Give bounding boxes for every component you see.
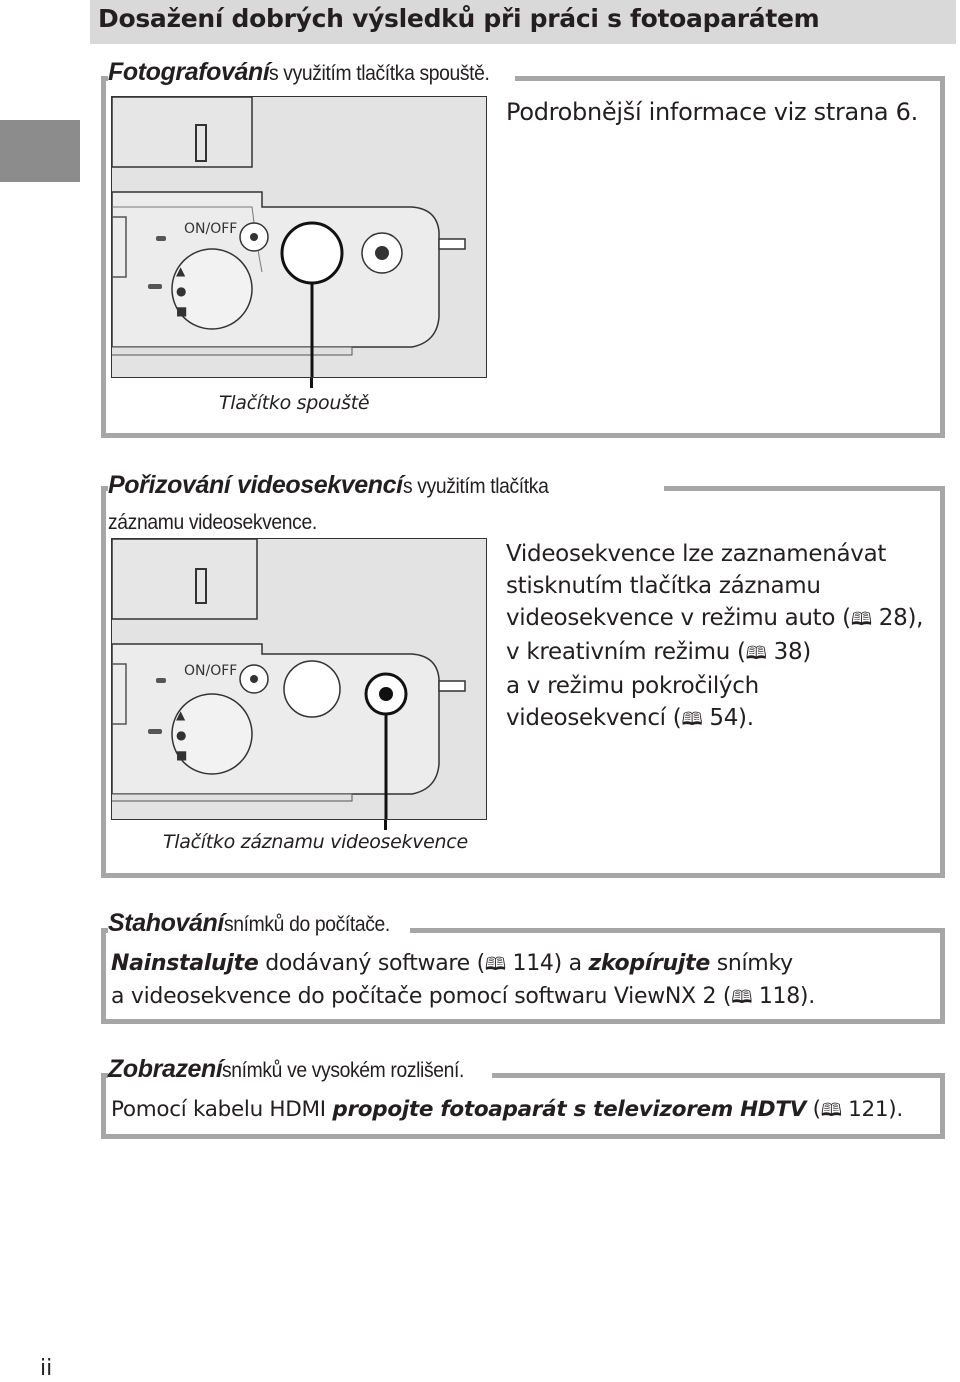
movies-heading-em: Pořizování videosekvencí xyxy=(108,471,403,499)
page-number: ii xyxy=(40,1356,53,1381)
book-icon: 🕮 xyxy=(731,987,753,1008)
shooting-heading-rest: s využitím tlačítka spouště. xyxy=(269,62,491,85)
svg-text:ON/OFF: ON/OFF xyxy=(184,663,238,679)
download-mid: dodávaný software ( xyxy=(258,951,485,976)
download-em-install: Nainstalujte xyxy=(111,951,259,976)
camera-illustration-shutter xyxy=(111,96,487,378)
download-end: snímky xyxy=(710,951,793,976)
shooting-heading-em: Fotografování xyxy=(108,58,270,86)
svg-text:■: ■ xyxy=(176,304,188,318)
svg-text:▲: ▲ xyxy=(176,708,186,722)
svg-text:■: ■ xyxy=(176,748,188,762)
download-heading xyxy=(108,909,410,938)
camera-top-view-2 xyxy=(112,539,487,820)
download-ref-114: 114) a xyxy=(505,951,589,976)
svg-text:●: ● xyxy=(176,284,187,298)
movies-line-1: Videosekvence lze zaznamenávat xyxy=(506,541,887,567)
download-ref-118: 118). xyxy=(752,984,815,1009)
header-bar xyxy=(90,0,956,44)
movie-caption: Tlačítko záznamu videosekvence xyxy=(163,831,468,853)
camera-illustration-movie xyxy=(111,538,487,820)
display-heading xyxy=(108,1055,492,1084)
movies-ref-28: 28), xyxy=(871,605,924,631)
display-text-em: propojte fotoaparát s televizorem HDTV xyxy=(332,1097,807,1122)
display-text-b: ( xyxy=(806,1097,821,1122)
download-line2: a videosekvence do počítače pomocí softwaru ViewNX 2 ( xyxy=(111,984,732,1009)
movies-line-4: v kreativním režimu ( xyxy=(506,639,746,665)
book-icon: 🕮 xyxy=(820,1100,842,1121)
display-heading-rest: snímků ve vysokém rozlišení. xyxy=(222,1059,465,1082)
display-text-a: Pomocí kabelu HDMI xyxy=(111,1097,333,1122)
movies-heading-rest-2: záznamu videosekvence. xyxy=(108,511,317,534)
book-icon: 🕮 xyxy=(745,643,767,664)
shutter-pointer-line xyxy=(310,378,313,388)
movies-ref-38: 38) xyxy=(766,639,811,665)
download-em-copy: zkopírujte xyxy=(588,951,710,976)
movies-heading xyxy=(108,468,664,540)
download-heading-em: Stahování xyxy=(108,909,224,937)
display-ref-121: 121). xyxy=(841,1097,903,1122)
book-icon: 🕮 xyxy=(484,954,506,975)
display-text xyxy=(111,1094,941,1127)
camera-top-view xyxy=(112,97,487,378)
movies-line-6: videosekvencí ( xyxy=(506,705,682,731)
movies-line-2: stisknutím tlačítka záznamu xyxy=(506,573,821,599)
shooting-note: Podrobnější informace viz strana 6. xyxy=(506,98,918,126)
book-icon: 🕮 xyxy=(681,709,703,730)
display-heading-em: Zobrazení xyxy=(108,1055,223,1083)
svg-text:ON/OFF: ON/OFF xyxy=(184,221,238,237)
movie-pointer-line xyxy=(384,820,387,830)
book-icon: 🕮 xyxy=(850,609,872,630)
download-text xyxy=(111,948,941,1014)
shooting-heading xyxy=(108,58,515,87)
svg-text:▲: ▲ xyxy=(176,264,186,278)
download-heading-rest: snímků do počítače. xyxy=(223,913,390,936)
movies-heading-rest-1: s využitím tlačítka xyxy=(402,475,549,498)
svg-text:●: ● xyxy=(176,728,187,742)
side-tab xyxy=(0,120,80,182)
movies-description xyxy=(506,538,936,736)
movies-line-3: videosekvence v režimu auto ( xyxy=(506,605,851,631)
movies-line-5: a v režimu pokročilých xyxy=(506,673,759,699)
movies-ref-54: 54). xyxy=(702,705,754,731)
shutter-caption: Tlačítko spouště xyxy=(219,392,370,414)
page-title: Dosažení dobrých výsledků při práci s fotoaparátem xyxy=(98,4,820,33)
